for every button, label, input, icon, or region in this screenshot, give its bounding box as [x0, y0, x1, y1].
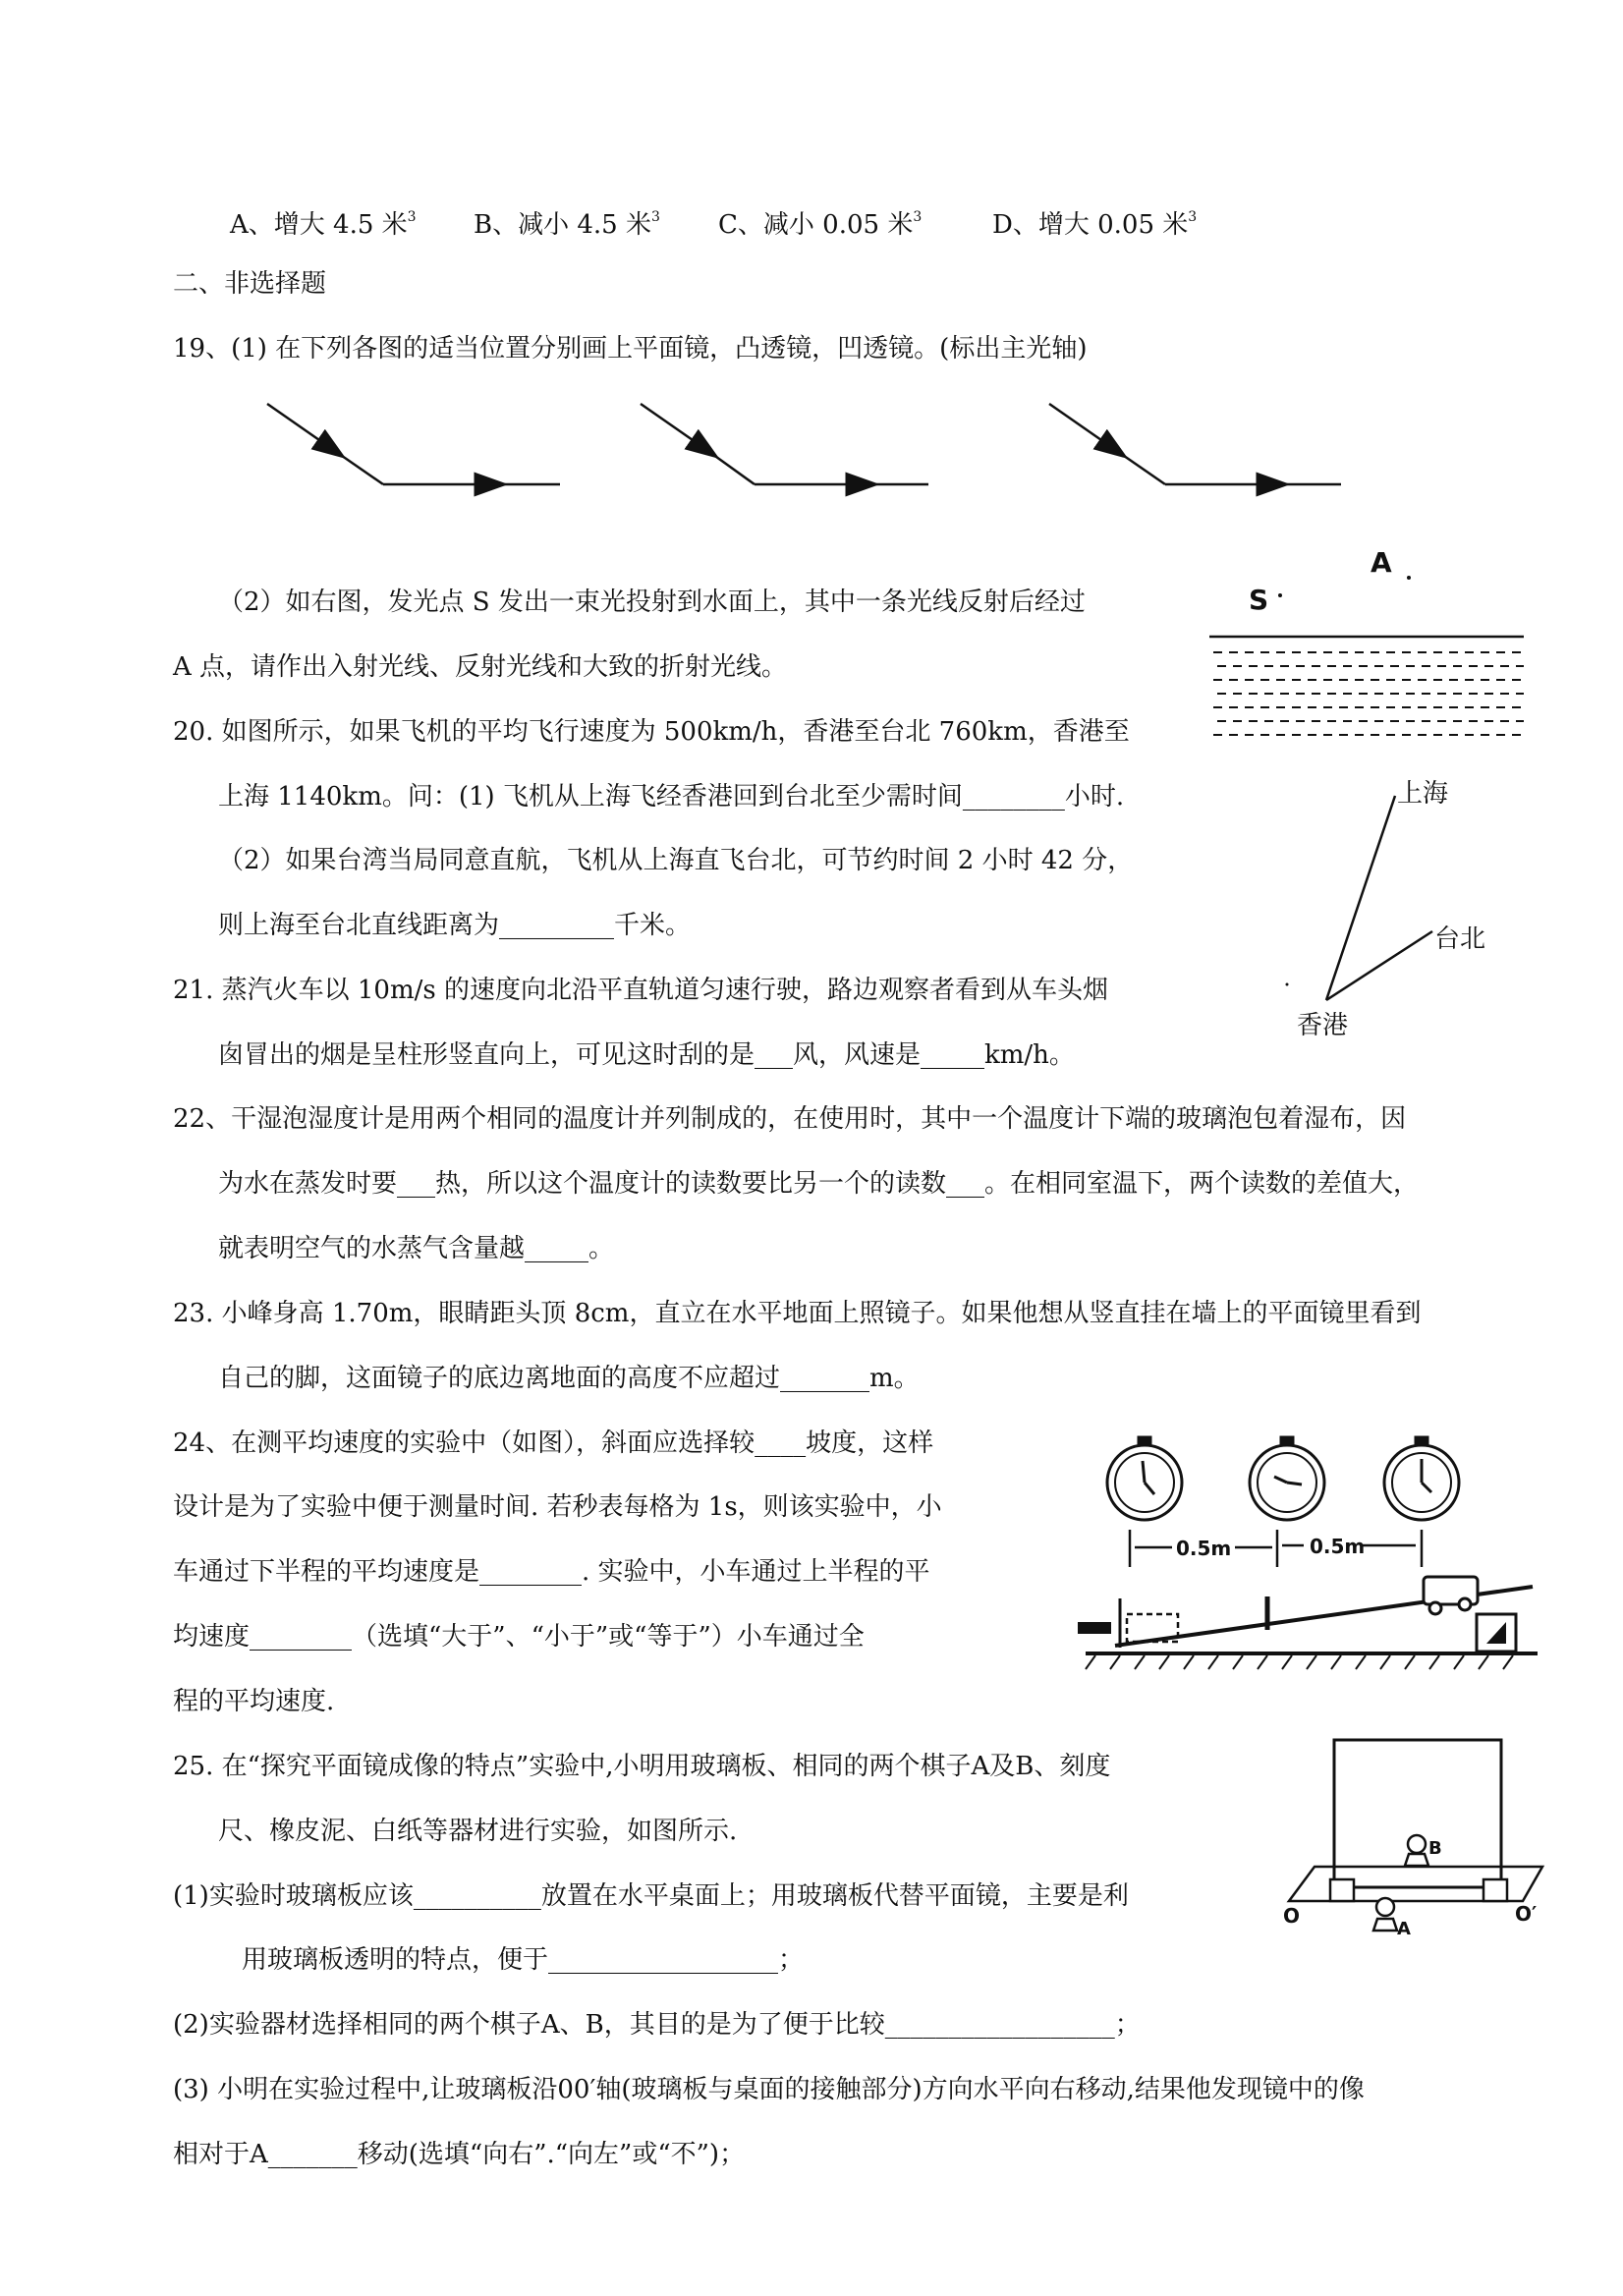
ray-figure-1	[267, 404, 560, 484]
q19-part2-line1: （2）如右图，发光点 S 发出一束光投射到水面上，其中一条光线反射后经过	[218, 588, 1086, 617]
clay-right	[1483, 1879, 1507, 1901]
q24-line3: 车通过下半程的平均速度是________. 实验中，小车通过上半程的平	[173, 1557, 930, 1587]
q24-line5: 程的平均速度.	[173, 1687, 335, 1716]
q19-part1: 19、(1) 在下列各图的适当位置分别画上平面镜，凸透镜，凹透镜。(标出主光轴)	[173, 334, 1088, 364]
option-a: A、增大 4.5 米$^3$	[230, 209, 417, 240]
q25-line6: (3) 小明在实验过程中,让玻璃板沿00′轴(玻璃板与桌面的接触部分)方向水平向右移动,结果他发现镜中的像	[173, 2075, 1365, 2104]
q22-line1: 22、干湿泡湿度计是用两个相同的温度计并列制成的，在使用时，其中一个温度计下端的玻璃泡包着湿布，因	[173, 1104, 1407, 1134]
end-stop	[1078, 1622, 1111, 1634]
incline-experiment-figure	[1066, 1429, 1547, 1675]
point-s	[1278, 593, 1282, 597]
q24-line4: 均速度________（选填“大于”、“小于”或“等于”）小车通过全	[173, 1622, 865, 1652]
q19-part2-line2: A 点，请作出入射光线、反射光线和大致的折射光线。	[173, 652, 788, 682]
q20-line3: （2）如果台湾当局同意直航，飞机从上海直飞台北，可节约时间 2 小时 42 分，	[218, 846, 1134, 875]
map-label-taipei: 台北	[1434, 924, 1486, 954]
q23-line1: 23. 小峰身高 1.70m，眼睛距头顶 8cm，直立在水平地面上照镜子。如果他想从竖直挂在墙上的平面镜里看到	[173, 1299, 1422, 1328]
stopwatch-icon	[1107, 1437, 1182, 1520]
distance-label-2: 0.5m	[1310, 1535, 1366, 1558]
route-hongkong-shanghai	[1326, 796, 1395, 1000]
q21-line2: 囱冒出的烟是呈柱形竖直向上，可见这时刮的是___风，风速是_____km/h。	[218, 1040, 1075, 1070]
q22-line2: 为水在蒸发时要___热，所以这个温度计的读数要比另一个的读数___。在相同室温下，两个读数的差值大，	[218, 1169, 1420, 1199]
q22-line3: 就表明空气的水蒸气含量越_____。	[218, 1234, 615, 1263]
map-label-shanghai: 上海	[1397, 779, 1449, 809]
chess-piece-a	[1373, 1898, 1397, 1931]
q25-line7: 相对于A_______移动(选填“向右”.“向左”或“不”)；	[173, 2140, 746, 2169]
q25-line1: 25. 在“探究平面镜成像的特点”实验中,小明用玻璃板、相同的两个棋子A及B、刻度	[173, 1752, 1111, 1781]
option-d: D、增大 0.05 米$^3$	[992, 209, 1198, 240]
q23-line2: 自己的脚，这面镜子的底边离地面的高度不应超过_______m。	[218, 1364, 920, 1393]
label-b: B	[1428, 1838, 1442, 1859]
route-hongkong-taipei	[1326, 931, 1432, 1000]
stopwatch-icon	[1384, 1437, 1459, 1520]
q21-line1: 21. 蒸汽火车以 10m/s 的速度向北沿平直轨道匀速行驶，路边观察者看到从车头烟	[173, 976, 1108, 1005]
q25-line3: (1)实验时玻璃板应该__________放置在水平桌面上；用玻璃板代替平面镜，主要是利	[173, 1881, 1129, 1911]
ray-figure-2	[641, 404, 928, 484]
flight-map-figure	[1267, 766, 1503, 1051]
label-a: A	[1371, 546, 1392, 579]
point-a	[1407, 576, 1411, 580]
q24-line1: 24、在测平均速度的实验中（如图），斜面应选择较____坡度，这样	[173, 1428, 934, 1458]
label-s: S	[1249, 584, 1269, 616]
plane-mirror-figure	[1267, 1734, 1562, 1940]
label-o: O	[1283, 1904, 1301, 1928]
label-a: A	[1397, 1919, 1411, 1939]
option-c: C、减小 0.05 米$^3$	[718, 209, 923, 240]
water-surface-figure	[1203, 538, 1533, 750]
map-label-hongkong: 香港	[1297, 1011, 1349, 1040]
clay-left	[1330, 1879, 1354, 1901]
q20-line1: 20. 如图所示，如果飞机的平均飞行速度为 500km/h，香港至台北 760km，香港至	[173, 717, 1130, 747]
q24-line2: 设计是为了实验中便于测量时间. 若秒表每格为 1s，则该实验中，小	[173, 1492, 942, 1522]
water-hatching	[1213, 652, 1524, 735]
q25-line4: 用玻璃板透明的特点，便于__________________；	[242, 1945, 805, 1975]
q19-ray-figures	[255, 388, 1346, 506]
label-o-prime: O′	[1515, 1902, 1538, 1926]
section-title: 二、非选择题	[173, 269, 327, 299]
q25-line5: (2)实验器材选择相同的两个棋子A、B，其目的是为了便于比较__________________；	[173, 2010, 1141, 2040]
option-b: B、减小 4.5 米$^3$	[474, 209, 660, 240]
ray-figure-3	[1049, 404, 1341, 484]
distance-label-1: 0.5m	[1176, 1537, 1232, 1560]
stopwatch-icon	[1250, 1437, 1324, 1520]
q20-line4: 则上海至台北直线距离为_________千米。	[218, 911, 692, 940]
q25-line2: 尺、橡皮泥、白纸等器材进行实验，如图所示.	[218, 1817, 738, 1846]
ground-hatching	[1086, 1655, 1513, 1669]
cart-icon	[1424, 1577, 1478, 1614]
q20-line2: 上海 1140km。问：(1) 飞机从上海飞经香港回到台北至少需时间________小时.	[218, 782, 1125, 812]
